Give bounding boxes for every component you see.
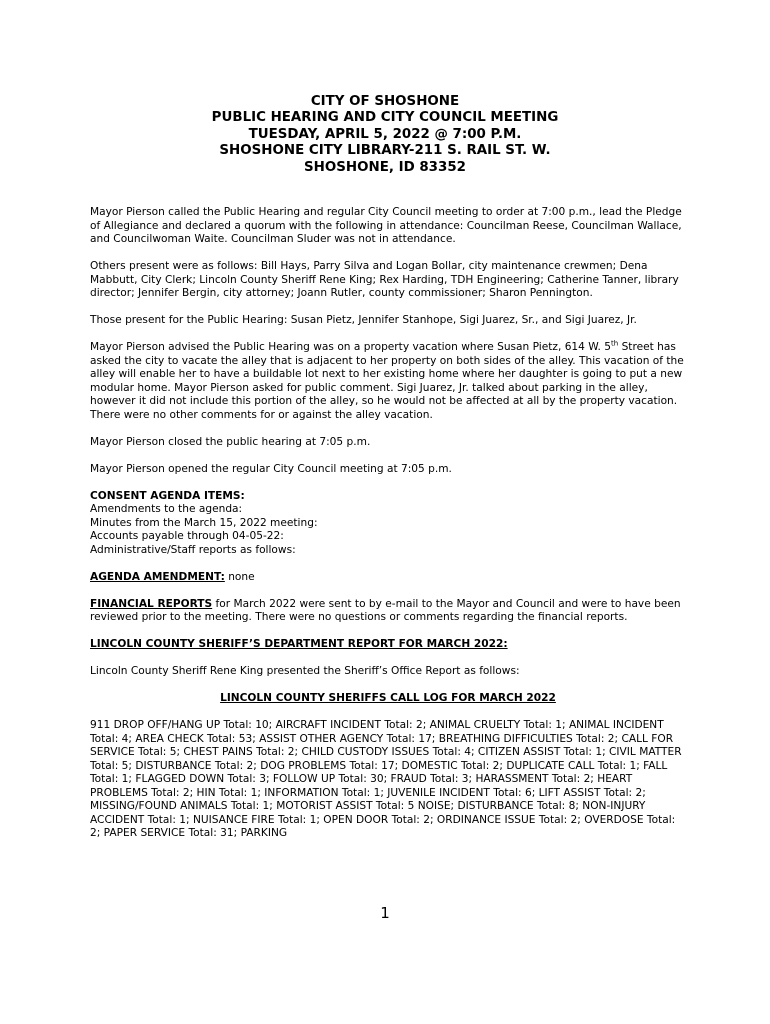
agenda-amendment-heading: AGENDA AMENDMENT:	[90, 570, 225, 583]
consent-agenda-heading: CONSENT AGENDA ITEMS:	[90, 489, 245, 502]
vacation-paragraph	[90, 341, 686, 422]
financial-reports-paragraph	[90, 598, 686, 625]
city-name: CITY OF SHOSHONE	[310, 94, 460, 109]
sheriff-intro-paragraph: Lincoln County Sheriff Rene King presented the Sheriff’s Office Report as follows:	[90, 665, 520, 677]
call-log-title-paragraph	[90, 692, 686, 706]
others-present-paragraph: Others present were as follows: Bill Hays, Parry Silva and Logan Bollar, city maintenance crewmen; Dena Mabbutt, City Clerk; Lincoln County Sheriff Rene King; Rex Harding, TDH Engineering; Catherine Tanner, library director; Jennifer Bergin, city attorney; Joann Rutler, county commissioner; Sharon Pennington.	[90, 260, 679, 299]
vacation-text-1: Mayor Pierson advised the Public Hearing was on a property vacation where Susan Pietz, 614 W. 5	[90, 341, 612, 353]
city-state-zip: SHOSHONE, ID 83352	[304, 159, 466, 175]
meeting-location: SHOSHONE CITY LIBRARY-211 S. RAIL ST. W.	[219, 143, 551, 159]
opened-meeting-paragraph: Mayor Pierson opened the regular City Council meeting at 7:05 p.m.	[90, 462, 452, 475]
consent-item-accounts: Accounts payable through 04-05-22:	[90, 530, 284, 542]
meeting-date: TUESDAY, APRIL 5, 2022 @ 7:00 P.M.	[248, 126, 522, 142]
sheriff-report-heading: LINCOLN COUNTY SHERIFF’S DEPARTMENT REPORT FOR MARCH 2022:	[90, 638, 508, 650]
agenda-amendment-paragraph	[90, 571, 686, 585]
page-number: 1	[380, 904, 390, 922]
consent-agenda-section	[90, 490, 686, 558]
sheriff-report-heading-paragraph	[90, 638, 686, 652]
financial-reports-text: for March 2022 were sent to by e-mail to the Mayor and Council and were to have been reviewed prior to the meeting. There were no questions or comments regarding the financial reports.	[90, 597, 681, 623]
document-body	[90, 206, 686, 854]
agenda-amendment-text: none	[224, 570, 255, 583]
call-log-title: LINCOLN COUNTY SHERIFFS CALL LOG FOR MARCH 2022	[220, 692, 556, 704]
closed-hearing-paragraph: Mayor Pierson closed the public hearing at 7:05 p.m.	[90, 435, 371, 448]
document-header	[0, 94, 770, 176]
meeting-type: PUBLIC HEARING AND CITY COUNCIL MEETING	[211, 110, 559, 126]
consent-item-reports: Administrative/Staff reports as follows:	[90, 543, 296, 556]
vacation-text-2: Street has asked the city to vacate the alley that is adjacent to her property on both sides of the alley. This vacation of the alley will enable her to have a buildable lot next to her existing home where her daughter is going to put a new modular home. Mayor Pierson asked for public comment. Sigi Juarez, Jr. talked about parking in the alley, however it did not include this portion of the alley, so he would not be affected at all by the property vacation. There were no other comments for or against the alley vacation.	[90, 341, 684, 421]
consent-item-minutes: Minutes from the March 15, 2022 meeting:	[90, 516, 318, 529]
consent-item-amendments: Amendments to the agenda:	[90, 503, 243, 515]
call-to-order-paragraph: Mayor Pierson called the Public Hearing and regular City Council meeting to order at 7:00 p.m., lead the Pledge of Allegiance and declared a quorum with the following in attendance: Councilman Reese, Councilman Wallace, and Councilwoman Waite. Councilman Sluder was not in attendance.	[90, 206, 682, 245]
financial-reports-heading: FINANCIAL REPORTS	[90, 597, 213, 610]
call-log-paragraph: 911 DROP OFF/HANG UP Total: 10; AIRCRAFT INCIDENT Total: 2; ANIMAL CRUELTY Total: 1; ANIMAL INCIDENT Total: 4; AREA CHECK Total: 53; ASSIST OTHER AGENCY Total: 17; BREATHING DIFFICULTIES Total: 2; CALL FOR SERVICE Total: 5; CHEST PAINS Total: 2; CHILD CUSTODY ISSUES Total: 4; CITIZEN ASSIST Total: 1; CIVIL MATTER Total: 5; DISTURBANCE Total: 2; DOG PROBLEMS Total: 17; DOMESTIC Total: 2; DUPLICATE CALL Total: 1; FALL Total: 1; FLAGGED DOWN Total: 3; FOLLOW UP Total: 30; FRAUD Total: 3; HARASSMENT Total: 2; HEART PROBLEMS Total: 2; HIN Total: 1; INFORMATION Total: 1; JUVENILE INCIDENT Total: 6; LIFT ASSIST Total: 2; MISSING/FOUND ANIMALS Total: 1; MOTORIST ASSIST Total: 5 NOISE; DISTURBANCE Total: 8; NON-INJURY ACCIDENT Total: 1; NUISANCE FIRE Total: 1; OPEN DOOR Total: 2; ORDINANCE ISSUE Total: 2; OVERDOSE Total: 2; PAPER SERVICE Total: 31; PARKING	[90, 719, 682, 839]
vacation-superscript: th	[611, 339, 619, 348]
hearing-present-paragraph: Those present for the Public Hearing: Susan Pietz, Jennifer Stanhope, Sigi Juarez, Sr., and Sigi Juarez, Jr.	[90, 314, 637, 326]
